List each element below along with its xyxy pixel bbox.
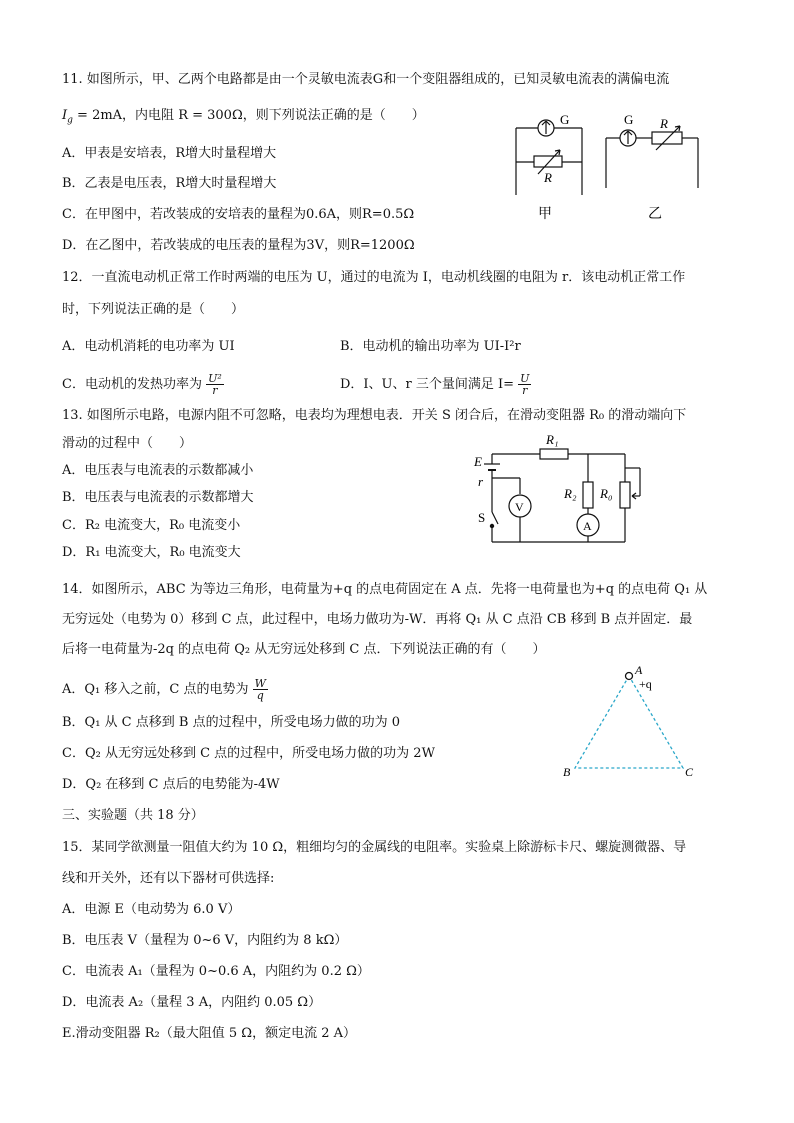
q14-triangle-figure [555, 660, 715, 785]
q14-option-d[interactable]: D．Q₂ 在移到 C 点后的电势能为-4W [62, 777, 280, 792]
q12-option-c[interactable] [62, 373, 224, 396]
q12-option-a[interactable]: A．电动机消耗的电功率为 UI [62, 339, 235, 354]
q14-option-a[interactable] [62, 678, 268, 701]
q14-option-b[interactable]: B．Q₁ 从 C 点移到 B 点的过程中，所受电场力做的功为 0 [62, 715, 400, 730]
q14-triangle-abc [575, 676, 683, 768]
q14-vertex-b-label: B [563, 765, 571, 779]
q12-option-c-text: C．电动机的发热功率为 [62, 377, 202, 392]
q11-yi-r-label: R [660, 116, 668, 131]
q12-option-d-num: U [520, 372, 530, 385]
q11-ig-symbol: $I_g$ [62, 108, 73, 126]
q14-stem-line3: 后将一电荷量为-2q 的点电荷 Q₂ 从无穷远处移到 C 点．下列说法正确的有（ ） [62, 642, 546, 657]
q13-option-a[interactable]: A．电压表与电流表的示数都减小 [62, 463, 254, 478]
q13-voltmeter-label: V [515, 500, 524, 514]
q12-option-b[interactable]: B．电动机的输出功率为 UI-I²r [340, 339, 521, 354]
q15-stem-line1: 15．某同学欲测量一阻值大约为 10 Ω，粗细均匀的金属线的电阻率。实验桌上除游标卡尺、螺旋测微器、导 [62, 840, 687, 855]
q11-jia-r-label: R [544, 170, 552, 185]
q11-yi-caption: 乙 [648, 207, 662, 222]
q13-switch-label: S [478, 510, 486, 525]
q12-stem-line1: 12．一直流电动机正常工作时两端的电压为 U，通过的电流为 I，电动机线圈的电阻为 r．该电动机正常工作 [62, 270, 686, 285]
q11-jia-rheostat-icon [534, 156, 562, 167]
q13-r0-rheostat-icon [620, 482, 630, 508]
q14-option-a-num: W [254, 677, 266, 690]
q12-option-d-den: r [522, 384, 528, 397]
q13-r2-label: R₂ [564, 486, 577, 501]
q14-option-a-fraction [253, 678, 268, 701]
q11-circuit-figure [500, 100, 730, 230]
q14-stem-line1: 14．如图所示，ABC 为等边三角形，电荷量为+q 的点电荷固定在 A 点．先将一电荷量也为+q 的点电荷 Q₁ 从 [62, 582, 708, 597]
q14-option-c[interactable]: C．Q₂ 从无穷远处移到 C 点的过程中，所受电场力做的功为 2W [62, 746, 435, 761]
q11-stem-line2 [62, 108, 425, 129]
q13-r1-resistor-icon [540, 449, 568, 459]
q12-stem-line2: 时，下列说法正确的是（ ） [62, 302, 245, 317]
q12-option-d[interactable] [340, 373, 531, 396]
q15-option-e: E.滑动变阻器 R₂（最大阻值 5 Ω，额定电流 2 A） [62, 1026, 356, 1041]
q14-stem-line2: 无穷远处（电势为 0）移到 C 点，此过程中，电场力做功为-W．再将 Q₁ 从 C 点沿 CB 移到 B 点并固定．最 [62, 612, 693, 627]
q14-point-charge-icon [626, 673, 633, 680]
q11-option-d[interactable]: D．在乙图中，若改装成的电压表的量程为3V，则R=1200Ω [62, 238, 415, 253]
q12-option-c-fraction [206, 373, 224, 396]
q11-yi-rheostat-icon [652, 132, 682, 144]
q11-option-b[interactable]: B．乙表是电压表，R增大时量程增大 [62, 176, 277, 191]
q13-option-b[interactable]: B．电压表与电流表的示数都增大 [62, 490, 254, 505]
q14-option-a-text: A．Q₁ 移入之前，C 点的电势为 [62, 682, 249, 697]
q11-option-a[interactable]: A．甲表是安培表，R增大时量程增大 [62, 146, 277, 161]
q15-option-d: D．电流表 A₂（量程 3 A，内阻约 0.05 Ω） [62, 995, 322, 1010]
q15-stem-line2: 线和开关外，还有以下器材可供选择: [62, 871, 275, 886]
q14-vertex-a-label: A [635, 663, 643, 677]
q13-internal-r-label: r [478, 474, 484, 489]
section-3-heading: 三、实验题（共 18 分） [62, 808, 204, 823]
q15-option-c: C．电流表 A₁（量程为 0~0.6 A，内阻约为 0.2 Ω） [62, 964, 370, 979]
q13-option-c[interactable]: C．R₂ 电流变大，R₀ 电流变小 [62, 518, 241, 533]
q13-r2-resistor-icon [583, 482, 593, 508]
q11-yi-g-label: G [624, 112, 634, 127]
q14-charge-label: +q [639, 677, 652, 691]
q11-stem-line1: 11. 如图所示，甲、乙两个电路都是由一个灵敏电流表G和一个变阻器组成的，已知灵敏电流表的满偏电流 [62, 72, 670, 87]
q14-vertex-c-label: C [685, 765, 694, 779]
q14-option-a-den: q [256, 689, 264, 702]
q13-circuit-figure [470, 432, 670, 550]
q11-option-c[interactable]: C．在甲图中，若改装成的安培表的量程为0.6A，则R=0.5Ω [62, 207, 415, 222]
q12-option-c-num: U² [208, 372, 222, 385]
q15-option-a: A．电源 E（电动势为 6.0 V） [62, 902, 241, 917]
q13-emf-label: E [474, 454, 482, 469]
q13-stem-line2: 滑动的过程中（ ） [62, 436, 193, 451]
q13-stem-line1: 13. 如图所示电路，电源内阻不可忽略，电表均为理想电表．开关 S 闭合后，在滑动变阻器 R₀ 的滑动端向下 [62, 408, 687, 423]
q13-r1-label: R₁ [546, 432, 559, 447]
q13-r0-label: R₀ [600, 486, 613, 501]
q11-stem-line2-text: = 2mA，内电阻 R = 300Ω，则下列说法正确的是（ ） [77, 108, 425, 123]
q12-option-d-fraction [518, 373, 531, 396]
q13-switch-icon [492, 512, 498, 524]
q11-yi-circuit [606, 126, 698, 188]
q11-jia-caption: 甲 [538, 207, 552, 222]
q13-option-d[interactable]: D．R₁ 电流变大，R₀ 电流变大 [62, 545, 241, 560]
q13-ammeter-label: A [583, 519, 592, 533]
q11-jia-g-label: G [560, 112, 570, 127]
q12-option-c-den: r [212, 384, 218, 397]
q12-option-d-text: D．I、U、r 三个量间满足 I= [340, 377, 515, 392]
q15-option-b: B．电压表 V（量程为 0~6 V，内阻约为 8 kΩ） [62, 933, 348, 948]
